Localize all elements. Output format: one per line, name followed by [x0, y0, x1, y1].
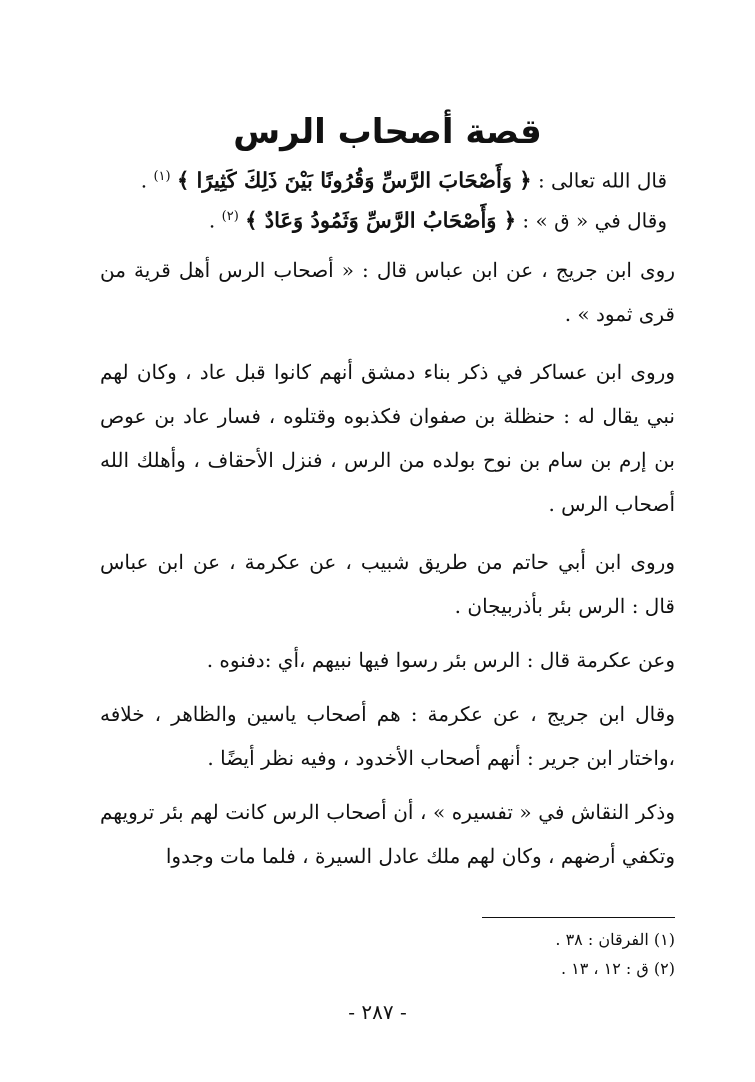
verse-line-2: [100, 202, 675, 242]
page-number: - ٢٨٧ -: [348, 1000, 407, 1024]
page-body: [100, 110, 675, 878]
paragraph-3: وروى ابن أبي حاتم من طريق شبيب ، عن عكرمة ، عن ابن عباس قال : الرس بئر بأذربيجان .: [100, 550, 675, 618]
page-title: قصة أصحاب الرس: [233, 112, 542, 152]
footnote-item: (٢) ق : ١٢ ، ١٣ .: [560, 959, 675, 978]
footnote-divider: [482, 917, 675, 918]
quran-verse: ﴿ وَأَصْحَابَ الرَّسِّ وَقُرُونًا بَيْنَ ذَلِكَ كَثِيرًا ﴾: [176, 167, 532, 193]
quran-verse: ﴿ وَأَصْحَابُ الرَّسِّ وَثَمُودُ وَعَادٌ ﴾: [245, 207, 517, 233]
paragraph-4: وعن عكرمة قال : الرس بئر رسوا فيها نبيهم ،أي :دفنوه .: [206, 648, 675, 672]
verse-suffix: .: [208, 208, 216, 233]
footnotes: [375, 925, 675, 983]
verse-line-1: [100, 162, 675, 202]
footnote-item: (١) الفرقان : ٣٨ .: [555, 930, 675, 949]
footnote-reference[interactable]: (١): [153, 169, 171, 184]
paragraph-6: وذكر النقاش في « تفسيره » ، أن أصحاب الرس كانت لهم بئر ترويهم وتكفي أرضهم ، وكان لهم ملك عادل السيرة ، فلما مات وجدوا: [100, 800, 675, 868]
footnote-reference[interactable]: (٢): [221, 209, 239, 224]
verse-suffix: .: [140, 168, 148, 193]
verse-prefix: قال الله تعالى :: [537, 168, 667, 193]
paragraph-5: وقال ابن جريج ، عن عكرمة : هم أصحاب ياسين والظاهر ، خلافه ،واختار ابن جرير : أنهم أصحاب الأخدود ، وفيه نظر أيضًا .: [100, 702, 675, 770]
paragraph-1: روى ابن جريج ، عن ابن عباس قال : « أصحاب الرس أهل قرية من قرى ثمود » .: [100, 258, 675, 326]
verse-prefix: وقال في « ق » :: [522, 208, 667, 233]
paragraph-2: وروى ابن عساكر في ذكر بناء دمشق أنهم كانوا قبل عاد ، وكان لهم نبي يقال له : حنظلة بن صفوان فكذبوه وقتلوه ، فسار عاد بن عوص بن إرم بن سام بن نوح بولده من الرس ، فنزل الأحقاف ، وأهلك الله أصحاب الرس .: [100, 360, 675, 516]
